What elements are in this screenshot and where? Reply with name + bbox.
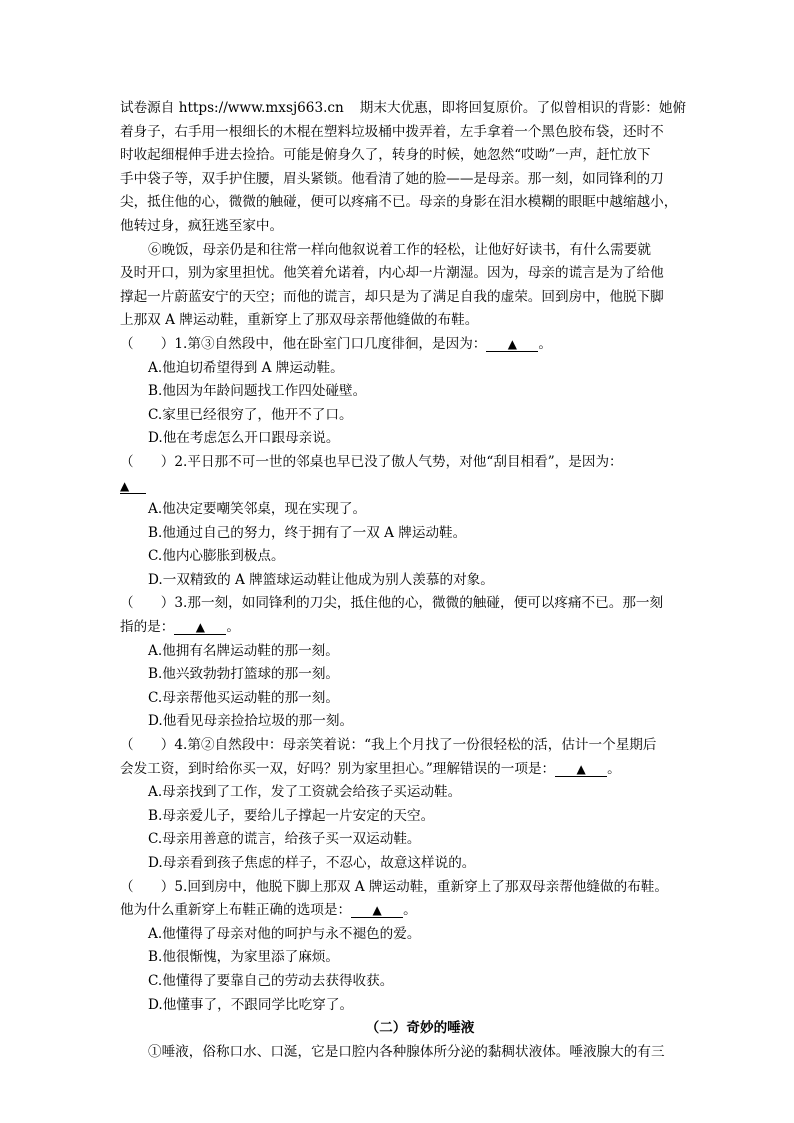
triangle-icon: ▲ (576, 761, 586, 776)
question-3-stem-cont: 指的是： ▲ 。 (120, 619, 240, 636)
promo-text: 期末大优惠，即将回复原价。 (359, 100, 537, 116)
option-item: A.母亲找到了工作，发了工资就会给孩子买运动鞋。 (148, 784, 462, 801)
option-item: D.一双精致的 A 牌篮球运动鞋让他成为别人羡慕的对象。 (148, 571, 494, 588)
story-line: 时收起细棍伸手进去捡拾。可能是俯身久了，转身的时候，她忽然“哎呦”一声，赶忙放下 (120, 147, 651, 164)
question-5-stem-cont: 他为什么重新穿上布鞋正确的选项是： ▲ 。 (120, 902, 417, 919)
option-item: A.他懂得了母亲对他的呵护与永不褪色的爱。 (148, 925, 421, 942)
answer-blank[interactable] (174, 620, 226, 635)
triangle-icon: ▲ (372, 903, 382, 918)
story-line: 了似曾相识的背影：她俯 (536, 100, 687, 116)
question-4-stem-cont: 会发工资，到时给你买一双，好吗？别为家里担心。”理解错误的一项是： ▲ 。 (120, 760, 621, 777)
answer-paren[interactable]: （ ） (120, 453, 175, 470)
triangle-icon: ▲ (120, 478, 130, 493)
option-item: D.他在考虑怎么开口跟母亲说。 (148, 430, 340, 447)
paragraph-6-line: ⑥晚饭，母亲仍是和往常一样向他叙说着工作的轻松，让他好好读书，有什么需要就 (148, 241, 651, 258)
paragraph-6-line: 上那双 A 牌运动鞋，重新穿上了那双母亲帮他缝做的布鞋。 (120, 312, 479, 329)
triangle-icon: ▲ (195, 620, 205, 635)
option-item: D.他懂事了，不跟同学比吃穿了。 (148, 996, 354, 1013)
source-watermark: 试卷源自 https://www.mxsj663.cn (120, 100, 344, 116)
option-item: D.他看见母亲捡拾垃圾的那一刻。 (148, 713, 354, 730)
option-item: B.他很惭愧，为家里添了麻烦。 (148, 949, 340, 966)
option-item: B.他兴致勃勃打篮球的那一刻。 (148, 666, 340, 683)
question-3-stem: （ ）3.那一刻，如同锋利的刀尖，抵住他的心，微微的触碰，便可以疼痛不已。那一刻 (120, 595, 664, 612)
option-item: A.他拥有名牌运动鞋的那一刻。 (148, 642, 339, 659)
answer-blank[interactable] (486, 337, 538, 352)
section-2-paragraph: ①唾液，俗称口水、口涎，它是口腔内各种腺体所分泌的黏稠状液体。唾液腺大的有三 (148, 1043, 665, 1060)
answer-paren[interactable]: （ ） (120, 878, 175, 895)
question-2-blank-line (120, 475, 680, 499)
question-1-stem: （ ）1.第③自然段中，他在卧室门口几度徘徊，是因为： ▲ 。 (120, 335, 552, 352)
triangle-icon: ▲ (507, 336, 518, 351)
option-item: A.他决定要嘲笑邻桌，现在实现了。 (148, 501, 367, 518)
option-item: B.他通过自己的努力，终于拥有了一双 A 牌运动鞋。 (148, 524, 467, 541)
question-4-stem: （ ）4.第②自然段中：母亲笑着说：“我上个月找了一份很轻松的活，估计一个星期后 (120, 737, 657, 754)
paragraph-6-line: 及时开口，别为家里担忧。他笑着允诺着，内心却一片潮湿。因为，母亲的谎言是为了给他 (120, 265, 664, 282)
option-item: C.他懂得了要靠自己的劳动去获得收获。 (148, 972, 394, 989)
story-line: 着身子，右手用一根细长的木棍在塑料垃圾桶中拨弄着，左手拿着一个黑色胶布袋，还时不 (120, 123, 664, 140)
header-line (120, 97, 687, 121)
document-content (120, 97, 687, 1064)
option-item: B.他因为年龄问题找工作四处碰壁。 (148, 383, 367, 400)
paragraph-6-line: 撑起一片蔚蓝安宁的天空；而他的谎言，却只是为了满足自我的虚荣。回到房中，他脱下脚 (120, 288, 664, 305)
answer-blank[interactable] (351, 903, 403, 918)
answer-blank[interactable] (555, 762, 607, 777)
story-line: 手中袋子等，双手护住腰，眉头紧锁。他看清了她的脸——是母亲。那一刻，如同锋利的刀 (120, 170, 664, 187)
answer-paren[interactable]: （ ） (120, 737, 175, 754)
answer-paren[interactable]: （ ） (120, 335, 175, 352)
option-item: B.母亲爱儿子，要给儿子撑起一片安定的天空。 (148, 807, 435, 824)
option-item: D.母亲看到孩子焦虑的样子，不忍心，故意这样说的。 (148, 855, 476, 871)
option-item: C.家里已经很穷了，他开不了口。 (148, 406, 353, 423)
option-item: A.他迫切希望得到 A 牌运动鞋。 (148, 359, 344, 376)
option-item: C.母亲用善意的谎言，给孩子买一双运动鞋。 (148, 831, 421, 848)
section-2-title: （二）奇妙的唾液 (365, 1020, 475, 1037)
option-item: C.他内心膨胀到极点。 (148, 548, 285, 565)
answer-paren[interactable]: （ ） (120, 595, 175, 612)
story-line: 尖，抵住他的心，微微的触碰，便可以疼痛不已。母亲的身影在泪水模糊的眼眶中越缩越小， (120, 194, 678, 211)
story-line: 他转过身，疯狂逃至家中。 (120, 217, 284, 234)
option-item: C.母亲帮他买运动鞋的那一刻。 (148, 689, 339, 706)
answer-blank[interactable] (120, 479, 146, 494)
question-2-stem: （ ）2.平日那不可一世的邻桌也早已没了傲人气势，对他“刮目相看”，是因为： (120, 453, 623, 470)
question-5-stem: （ ）5.回到房中，他脱下脚上那双 A 牌运动鞋，重新穿上了那双母亲帮他缝做的布鞋。 (120, 878, 668, 895)
